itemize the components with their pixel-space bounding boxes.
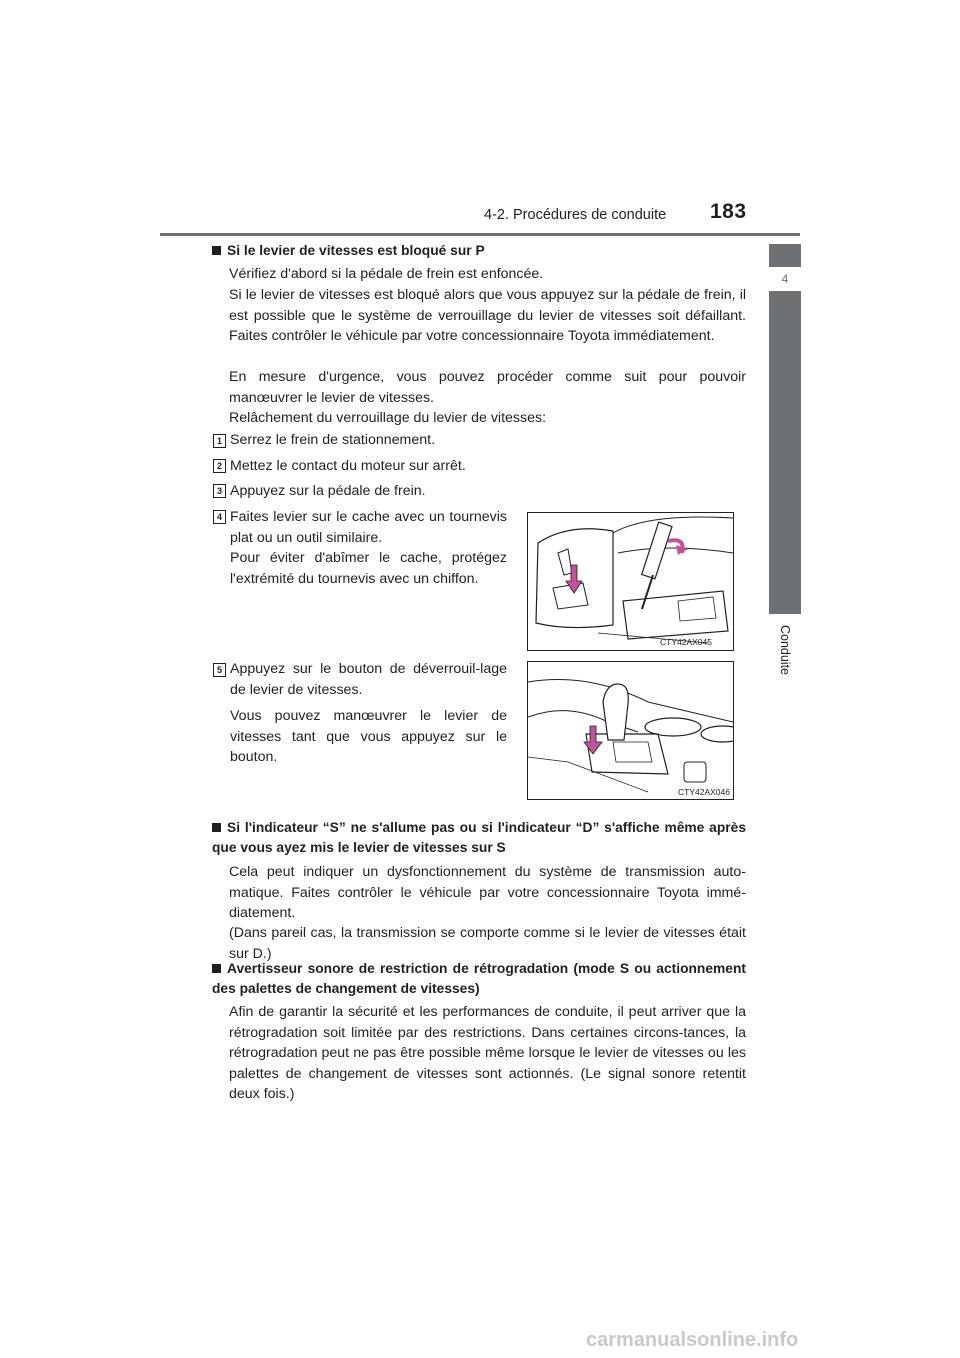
step-number: 5 bbox=[213, 663, 226, 677]
step-text: Appuyez sur la pédale de frein. bbox=[230, 483, 426, 499]
step-text: Mettez le contact du moteur sur arrêt. bbox=[230, 458, 466, 474]
step-text: Faites levier sur le cache avec un tournevis plat ou un outil similaire. bbox=[230, 509, 507, 546]
paragraph: (Dans pareil cas, la transmission se comporte comme si le levier de vitesses était sur D.) bbox=[229, 925, 746, 962]
section-heading: Avertisseur sonore de restriction de rétrogradation (mode S ou actionnement des palettes de changement de vitesses) bbox=[212, 961, 746, 996]
section-heading: Si le levier de vitesses est bloqué sur P bbox=[212, 241, 485, 261]
paragraph: Relâchement du verrouillage du levier de vitesses: bbox=[229, 410, 547, 426]
figure-code: CTY42AX045 bbox=[660, 637, 712, 647]
paragraph: Si le levier de vitesses est bloqué alors que vous appuyez sur la pédale de frein, il est possible que le système de verrouillage du levier de vitesses soit défaillant. Faites contrôler le véhicule par votre concessionnaire Toyota immédiatement. bbox=[229, 287, 746, 344]
paragraph: Cela peut indiquer un dysfonctionnement du système de transmission auto-matique. Faites contrôler le véhicule par votre concessionnaire Toyota immé-diatement. bbox=[229, 864, 746, 921]
step-subtext: Vous pouvez manœuvrer le levier de vitesses tant que vous appuyez sur le bouton. bbox=[230, 708, 507, 765]
step-number: 4 bbox=[213, 510, 226, 524]
section-heading: Si l'indicateur “S” ne s'allume pas ou si l'indicateur “D” s'affiche même après que vous ayez mis le levier de vitesses sur S bbox=[212, 820, 746, 855]
page-number: 183 bbox=[710, 200, 747, 223]
square-bullet-icon bbox=[212, 964, 221, 973]
screwdriver-cover-illustration bbox=[527, 512, 734, 651]
square-bullet-icon bbox=[212, 823, 221, 832]
chapter-label: Conduite bbox=[778, 624, 792, 676]
paragraph: En mesure d'urgence, vous pouvez procéder comme suit pour pouvoir manœuvrer le levier de vitesses. bbox=[229, 369, 746, 406]
step-number: 2 bbox=[213, 459, 226, 473]
chapter-number: 4 bbox=[769, 267, 801, 291]
figure-code: CTY42AX046 bbox=[678, 787, 730, 797]
square-bullet-icon bbox=[212, 246, 221, 255]
step-text: Serrez le frein de stationnement. bbox=[230, 432, 436, 448]
paragraph: Vérifiez d'abord si la pédale de frein est enfoncée. bbox=[229, 266, 544, 282]
step-subtext: Pour éviter d'abîmer le cache, protégez l'extrémité du tournevis avec un chiffon. bbox=[230, 550, 507, 587]
step-number: 3 bbox=[213, 484, 226, 498]
section-title: 4-2. Procédures de conduite bbox=[484, 207, 667, 223]
release-button-drawing bbox=[528, 662, 733, 799]
paragraph: Afin de garantir la sécurité et les performances de conduite, il peut arriver que la rétrogradation soit limitée par des restrictions. Dans certaines circons-tances, la rétrogradation peut ne pas être possible même lorsque le levier de vitesses ou les palettes de changement de vitesses sont actionnés. (Le signal sonore retentit deux fois.) bbox=[229, 1004, 746, 1102]
header-rule bbox=[160, 233, 800, 236]
step-number: 1 bbox=[213, 434, 226, 448]
cover-pry-drawing bbox=[528, 513, 733, 650]
watermark: carmanualsonline.info bbox=[586, 1329, 799, 1351]
step-text: Appuyez sur le bouton de déverrouil-lage de levier de vitesses. bbox=[230, 661, 507, 698]
chapter-tab bbox=[769, 244, 801, 614]
shift-lock-release-illustration bbox=[527, 661, 734, 800]
